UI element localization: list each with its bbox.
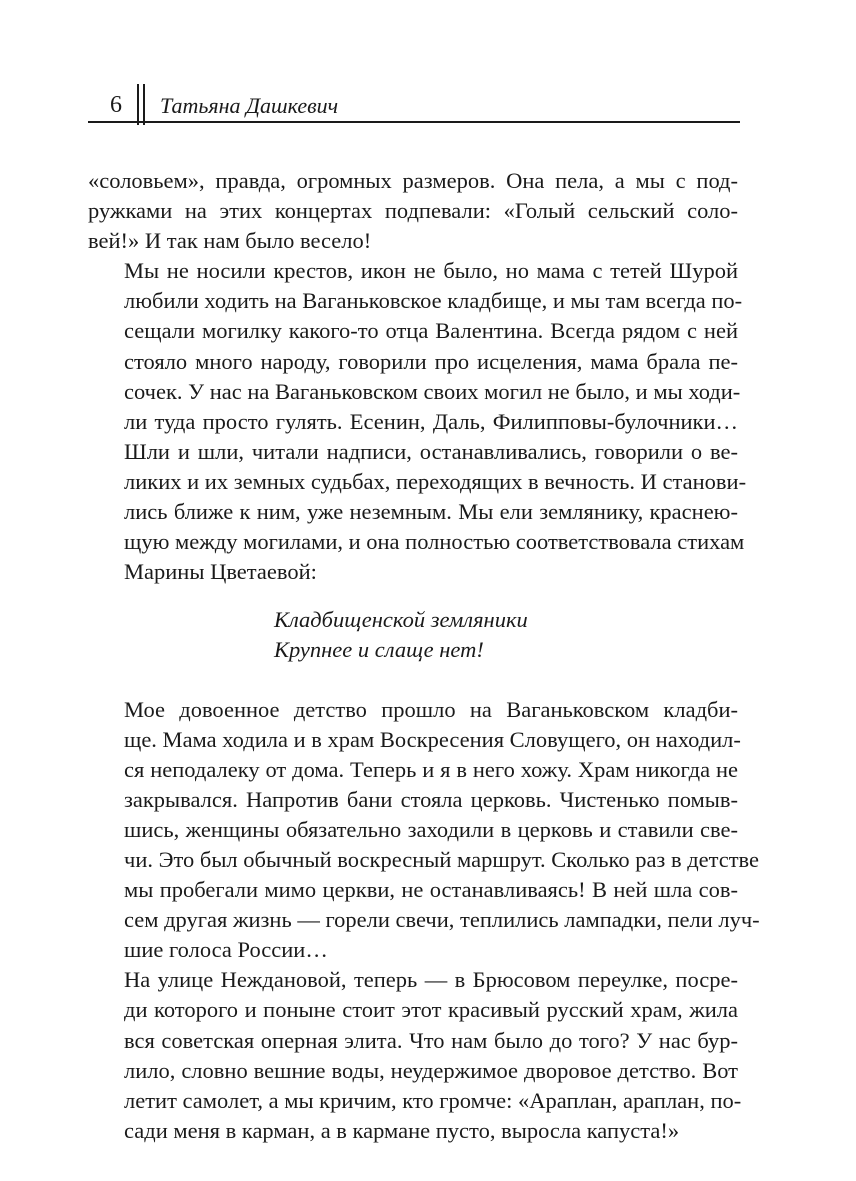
paragraph-1 [88,166,738,256]
header-rule [88,121,740,123]
text-line: стояло много народу, говорили про исцеления, мама брала пе- [124,348,738,374]
running-title: Татьяна Дашкевич [160,93,339,118]
text-line: чи. Это был обычный воскресный маршрут. Сколько раз в детстве [124,846,760,872]
text-line: закрывался. Напротив бани стояла церковь. Чистенько помыв- [124,786,738,812]
text-line: сем другая жизнь — горели свечи, теплились лампадки, пели луч- [124,907,760,933]
text-line: ди которого и поныне стоит этот красивый русский храм, жила [124,997,738,1023]
text-line: Шли и шли, читали надписи, останавливались, говорили о ве- [124,438,738,464]
text-line: лись ближе к ним, уже неземным. Мы ели землянику, краснею- [124,499,738,525]
paragraph-4 [88,965,742,1146]
text-line: ли туда просто гулять. Есенин, Даль, Филипповы-булочники… [124,408,738,434]
poem-quote [274,605,738,665]
text-line: щую между могилами, и она полностью соответствовала стихам [124,529,745,555]
text-line: лило, словно вешние воды, неудержимое дворовое детство. Вот [124,1057,738,1083]
text-line: сещали могилку какого-то отца Валентина. Всегда рядом с ней [124,318,738,344]
page-body [88,166,760,1146]
page-number: 6 [110,92,122,118]
page-header [88,66,740,124]
text-line: любили ходить на Ваганьковское кладбище, и мы там всегда по- [124,288,743,314]
text-line: шись, женщины обязательно заходили в церковь и ставили све- [124,816,738,842]
text-line: Марины Цветаевой: [124,559,317,585]
paragraph-2 [88,256,747,587]
poem-line: Кладбищенской земляники [274,607,528,633]
text-line: Мое довоенное детство прошло на Ваганьковском кладби- [124,696,738,722]
text-line: ще. Мама ходила и в храм Воскресения Словущего, он находил- [124,726,741,752]
text-line: шие голоса России… [124,937,328,963]
poem-spacing [88,666,738,695]
text-line: сочек. У нас на Ваганьковском своих могил не было, и мы ходи- [124,378,741,404]
poem-line: Крупнее и слаще нет! [274,637,484,663]
text-line: вей!» И так нам было весело! [88,228,372,254]
text-line: ликих и их земных судьбах, переходящих в вечность. И станови- [124,468,747,494]
text-line: летит самолет, а мы кричим, кто громче: «Араплан, араплан, по- [124,1087,742,1113]
paragraph-3 [88,695,760,966]
text-line: На улице Неждановой, теперь — в Брюсовом переулке, посре- [124,967,738,993]
header-separator [137,84,145,125]
text-line: мы пробегали мимо церкви, не останавливаясь! В ней шла сов- [124,877,738,903]
text-line: Мы не носили крестов, икон не было, но мама с тетей Шурой [124,258,738,284]
text-line: сади меня в карман, а в кармане пусто, выросла капуста!» [124,1117,680,1143]
text-line: вся советская оперная элита. Что нам было до того? У нас бур- [124,1027,738,1053]
text-line: ружками на этих концертах подпевали: «Голый сельский соло- [88,198,738,224]
text-line: ся неподалеку от дома. Теперь и я в него хожу. Храм никогда не [124,756,738,782]
text-line: «соловьем», правда, огромных размеров. Она пела, а мы с под- [88,168,738,193]
